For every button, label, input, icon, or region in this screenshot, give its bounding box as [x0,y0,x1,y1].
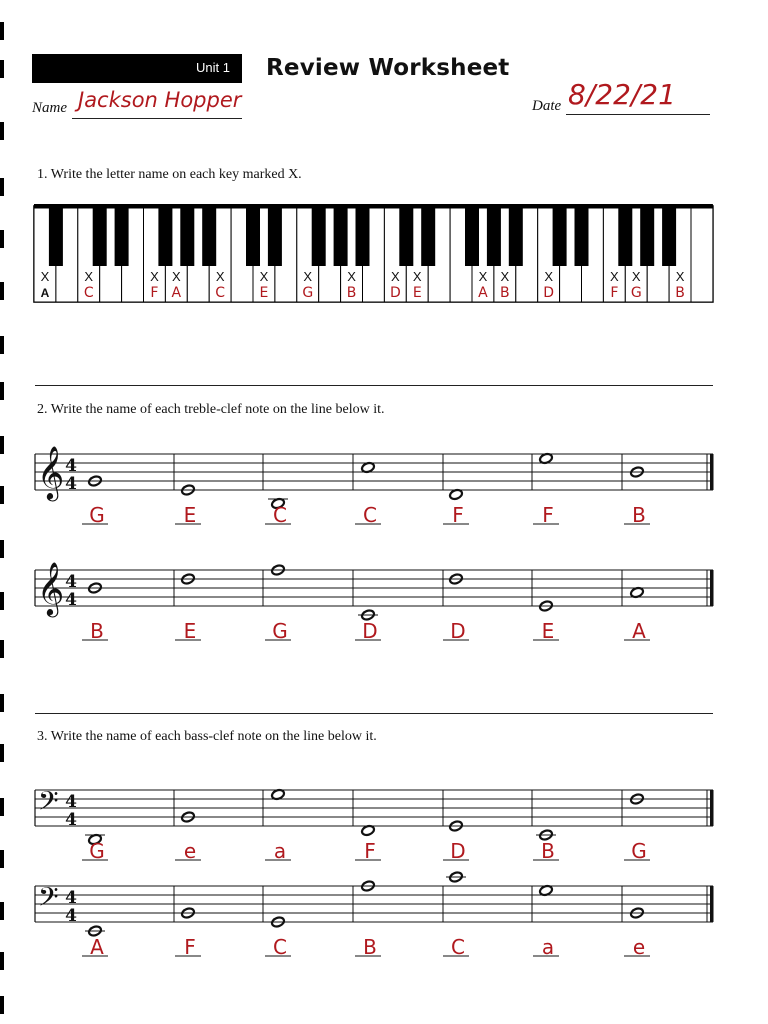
note-answer[interactable]: D [362,619,378,643]
question-2: 2. Write the name of each treble-clef note on the line below it. [37,402,385,417]
key-x-mark: X [215,269,225,284]
key-x-mark: X [631,269,641,284]
key-x-mark: X [610,269,619,284]
note-answer[interactable]: C [273,935,287,959]
date-label: Date [532,98,562,114]
note-answer[interactable]: B [363,935,377,959]
key-answer[interactable]: C [83,285,94,301]
key-answer[interactable]: B [500,285,510,301]
note-answer[interactable]: a [541,935,555,959]
note-answer[interactable]: G [89,503,105,527]
time-signature-top: 4 [65,456,77,476]
note-answer[interactable]: G [631,839,647,863]
section-divider [35,713,713,714]
final-barline-thick [710,790,714,826]
key-x-mark: X [500,269,510,284]
time-signature-top: 4 [65,888,77,908]
note-answer[interactable]: F [364,839,376,863]
worksheet-title: Review Worksheet [266,55,510,81]
key-answer[interactable]: F [610,285,619,301]
key-answer[interactable]: E [259,285,269,301]
note-answer[interactable]: F [184,935,196,959]
key-x-mark: X [478,269,488,284]
note-answer[interactable]: E [183,619,197,643]
note-answer[interactable]: F [542,503,554,527]
note-answer[interactable]: a [273,839,287,863]
note-answer[interactable]: e [183,839,197,863]
key-x-mark: X [544,269,553,284]
key-x-mark: X [150,269,159,284]
staff-4 [35,871,714,959]
key-answer[interactable]: A [171,285,182,301]
key-x-mark: X [259,269,269,284]
key-answer[interactable]: A [478,285,488,301]
time-signature-bottom: 4 [65,474,77,494]
bass-clef-icon: 𝄢 [38,785,59,823]
key-answer[interactable]: E [412,285,422,301]
treble-clef-icon: 𝄞 [37,445,65,499]
final-barline-thick [710,454,714,490]
note-answer[interactable]: D [450,619,466,643]
name-label: Name [32,100,67,116]
name-handwritten[interactable]: Jackson Hopper [78,88,242,112]
note-answer[interactable]: C [451,935,465,959]
note-answer[interactable]: C [363,503,377,527]
note-answer[interactable]: e [632,935,646,959]
note-answer[interactable]: C [273,503,287,527]
key-answer[interactable]: G [302,285,314,301]
key-x-mark: X [675,269,685,284]
note-answer[interactable]: F [452,503,464,527]
time-signature-top: 4 [65,572,77,592]
bass-clef-icon: 𝄢 [38,881,59,919]
question-3: 3. Write the name of each bass-clef note on the line below it. [37,729,377,744]
note-answer[interactable]: G [89,839,105,863]
unit-label: Unit 1 [196,60,230,75]
key-x-mark: X [40,269,50,284]
key-x-mark: X [303,269,313,284]
key-answer[interactable]: C [215,285,226,301]
staff-2 [35,561,714,643]
note-answer[interactable]: G [272,619,288,643]
key-answer: A [40,286,50,300]
note-answer[interactable]: E [541,619,555,643]
note-answer[interactable]: E [183,503,197,527]
final-barline-thick [710,570,714,606]
note-answer[interactable]: D [450,839,466,863]
key-x-mark: X [172,269,181,284]
key-answer[interactable]: D [543,285,555,301]
key-answer[interactable]: F [150,285,159,301]
key-answer[interactable]: D [389,285,401,301]
note-answer[interactable]: B [541,839,555,863]
question-1: 1. Write the letter name on each key marked X. [37,167,302,182]
key-answer[interactable]: B [346,285,357,301]
staff-3 [35,785,714,863]
time-signature-bottom: 4 [65,810,77,830]
key-answer[interactable]: G [630,285,642,301]
time-signature-bottom: 4 [65,906,77,926]
key-x-mark: X [347,269,356,284]
note-answer[interactable]: A [90,935,104,959]
note-answer[interactable]: A [632,619,646,643]
key-x-mark: X [412,269,422,284]
note-answer[interactable]: B [90,619,104,643]
key-x-mark: X [391,269,400,284]
note-answer[interactable]: B [632,503,646,527]
time-signature-bottom: 4 [65,590,77,610]
staff-1 [35,445,714,527]
date-handwritten[interactable]: 8/22/21 [568,78,676,111]
key-answer[interactable]: B [675,285,685,301]
final-barline-thick [710,886,714,922]
key-x-mark: X [84,269,94,284]
time-signature-top: 4 [65,792,77,812]
treble-clef-icon: 𝄞 [37,561,65,615]
